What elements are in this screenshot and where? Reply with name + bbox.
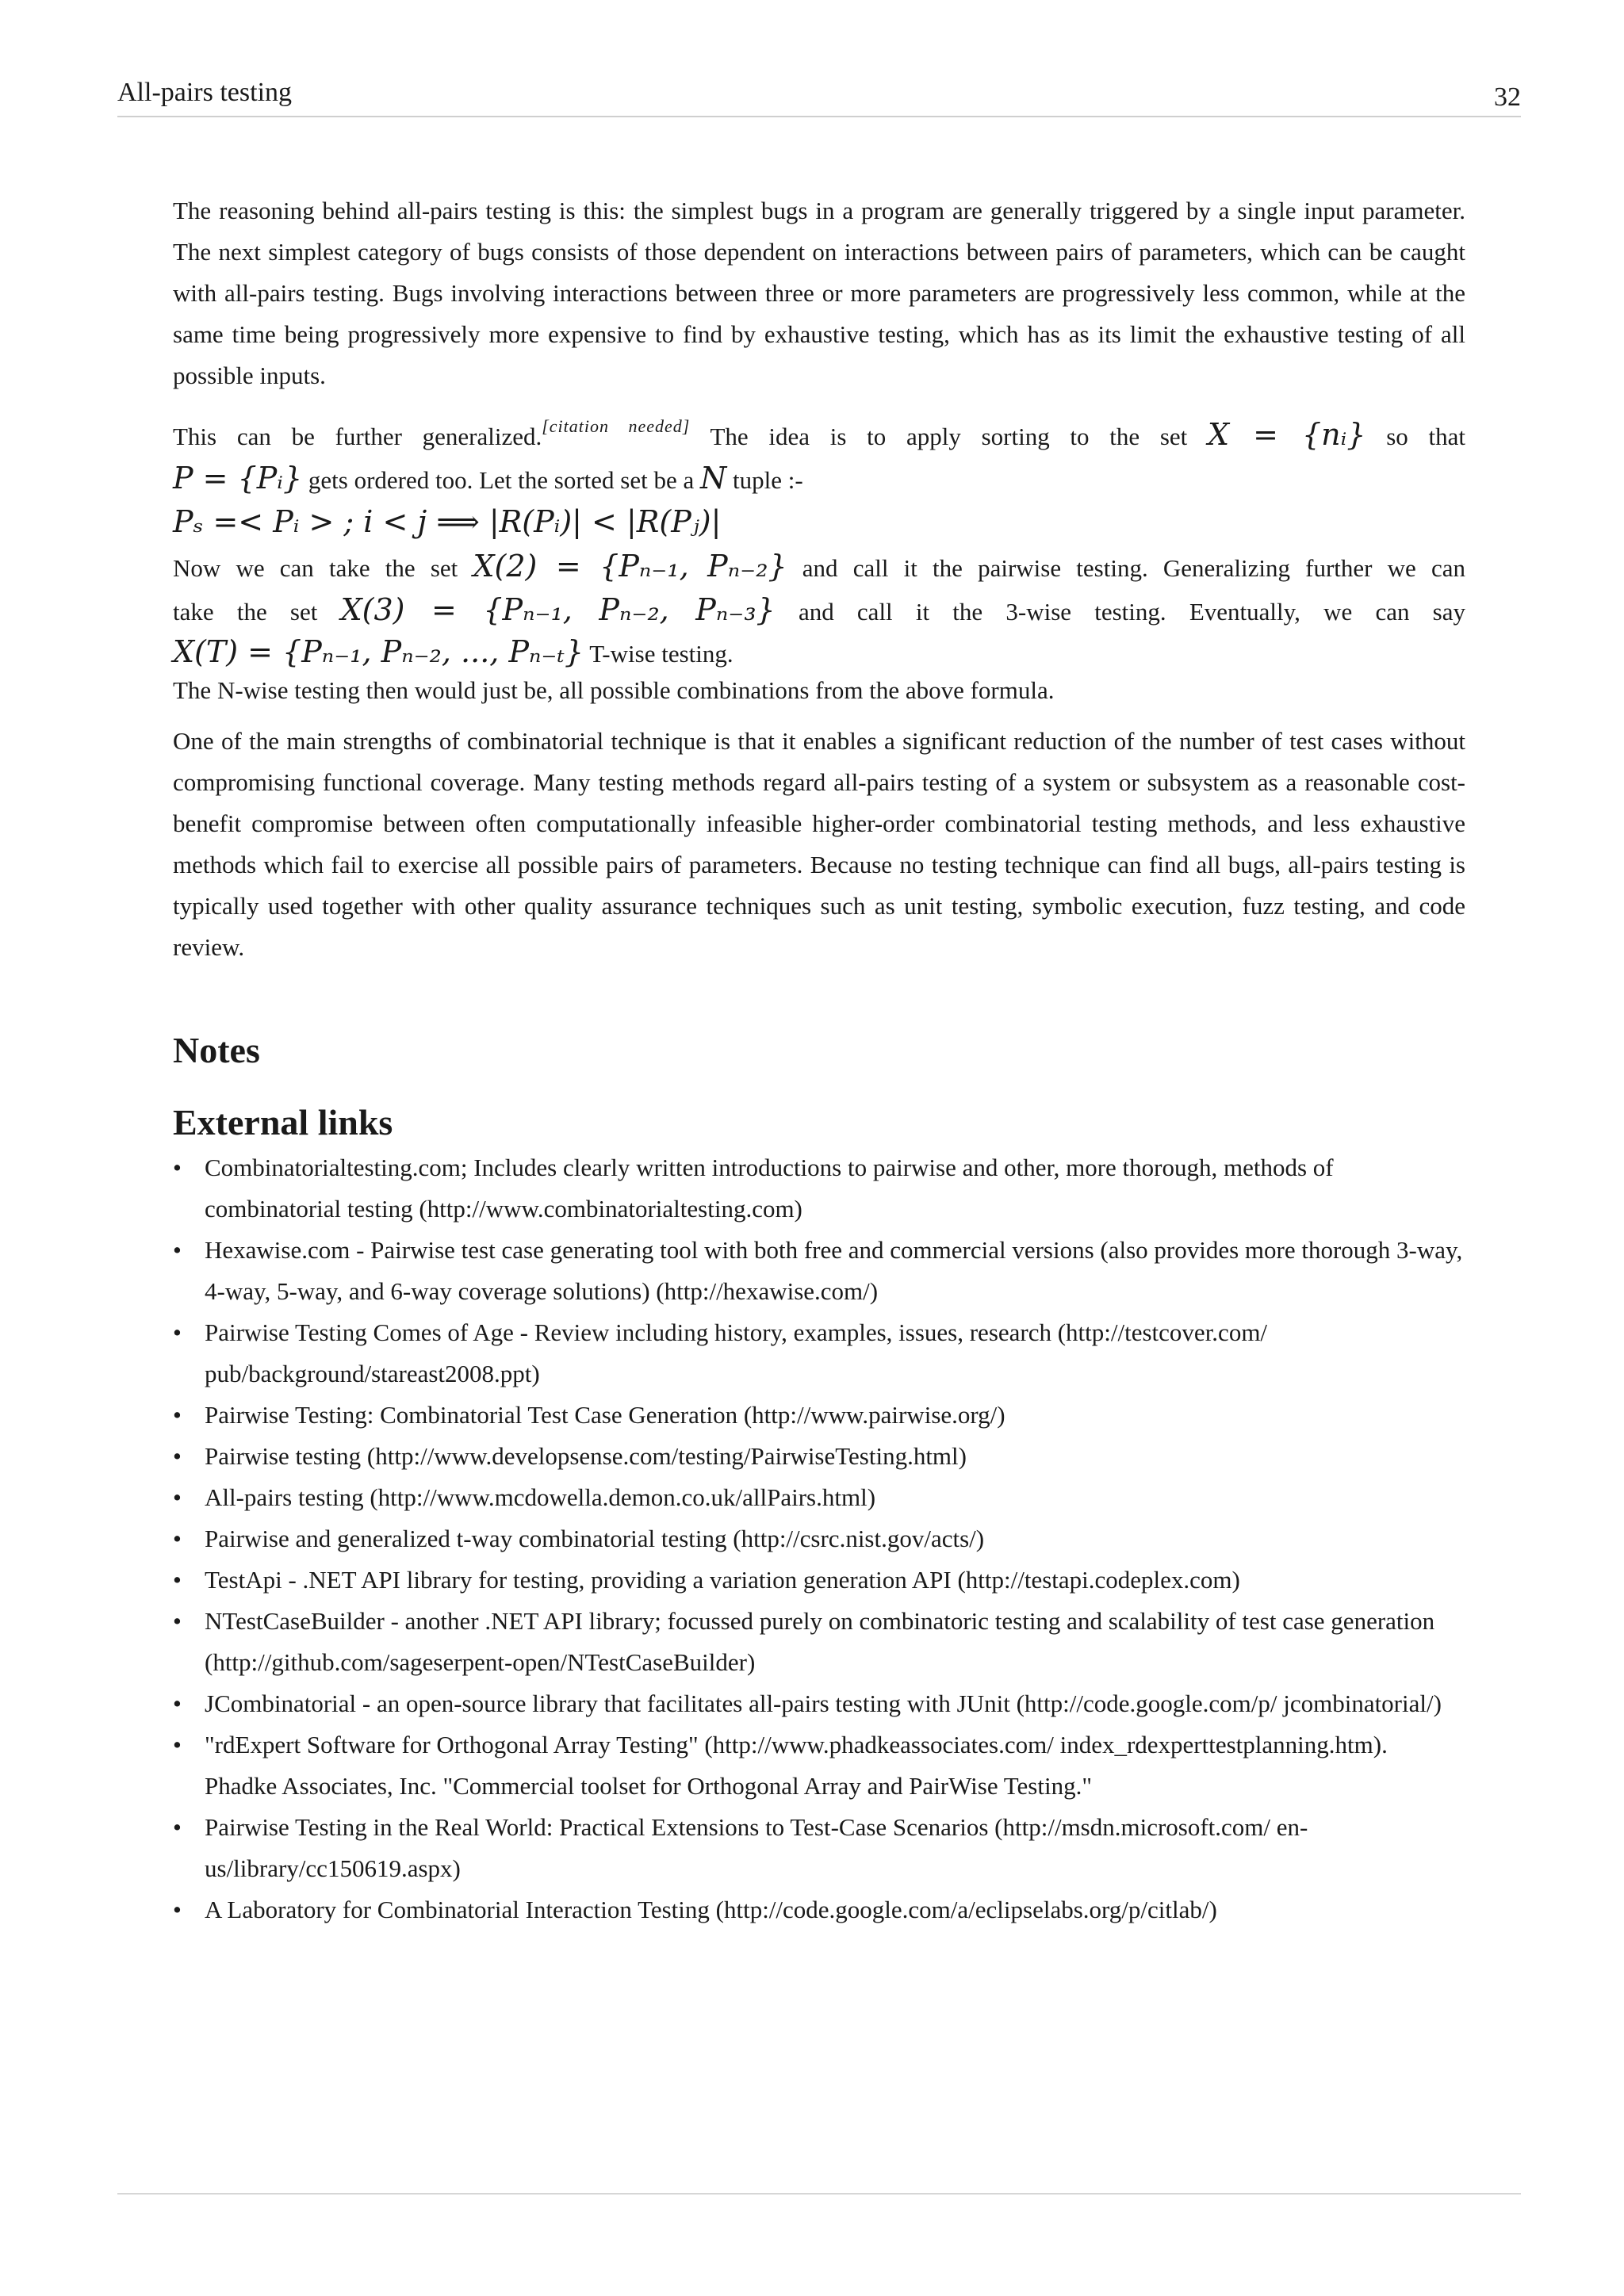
link-text[interactable]: TestApi - .NET API library for testing, providing a variation generation API (http://testapi.codeplex.com) <box>205 1566 1240 1594</box>
paragraph-reasoning: The reasoning behind all-pairs testing is this: the simplest bugs in a program are generally triggered by a single input parameter. The next simplest category of bugs consists of those dependent on interactions between pairs of parameters, which can be caught with all-pairs testing. Bugs involving interactions between three or more parameters are progressively less common, while at the same time being progressively more expensive to find by exhaustive testing, which has as its limit the exhaustive testing of all possible inputs. <box>173 197 1465 389</box>
list-item[interactable] <box>173 1601 1465 1683</box>
link-text[interactable]: Pairwise and generalized t-way combinatorial testing (http://csrc.nist.gov/acts/) <box>205 1525 985 1552</box>
text-segment: T-wise testing. <box>584 640 733 668</box>
text-segment: and call it the 3-wise testing. Eventually, we can say <box>775 598 1466 626</box>
paragraph-pairwise-line-2 <box>173 589 1465 633</box>
bullet-icon: • <box>173 1318 182 1346</box>
math-n: N <box>700 461 727 496</box>
bullet-icon: • <box>173 1607 182 1635</box>
list-item[interactable] <box>173 1724 1465 1807</box>
bullet-icon: • <box>173 1154 182 1181</box>
list-item[interactable] <box>173 1436 1465 1477</box>
text-segment: This can be further generalized. <box>173 423 542 450</box>
link-text[interactable]: Pairwise Testing in the Real World: Practical Extensions to Test-Case Scenarios (http://msdn.microsoft.com/ en-us/library/cc150619.aspx) <box>205 1813 1308 1882</box>
link-text[interactable]: A Laboratory for Combinatorial Interaction Testing (http://code.google.com/a/eclipselabs.org/p/citlab/) <box>205 1896 1217 1923</box>
text-segment: The idea is to apply sorting to the set <box>690 423 1208 450</box>
link-text[interactable]: Hexawise.com - Pairwise test case generating tool with both free and commercial versions (also provides more thorough 3-way, 4-way, 5-way, and 6-way coverage solutions) (http://hexawise.com/) <box>205 1236 1463 1305</box>
link-text[interactable]: Pairwise Testing: Combinatorial Test Case Generation (http://www.pairwise.org/) <box>205 1401 1005 1429</box>
list-item[interactable] <box>173 1395 1465 1436</box>
citation-needed: [citation needed] <box>542 416 691 436</box>
paragraph-strengths: One of the main strengths of combinatorial technique is that it enables a significant reduction of the number of test cases without compromising functional coverage. Many testing methods regard all-pairs testing of a system or subsystem as a reasonable cost-benefit compromise between often computationally infeasible higher-order combinatorial testing methods, and less exhaustive methods which fail to exercise all possible pairs of parameters. Because no testing technique can find all bugs, all-pairs testing is typically used together with other quality assurance techniques such as unit testing, symbolic execution, fuzz testing, and code review. <box>173 727 1465 961</box>
link-text[interactable]: "rdExpert Software for Orthogonal Array Testing" (http://www.phadkeassociates.com/ index_rdexperttestplanning.htm). Phadke Associates, Inc. "Commercial toolset for Orthogonal Array and PairWise Testing." <box>205 1731 1388 1800</box>
heading-external-links: External links <box>173 1102 393 1142</box>
paragraph-generalized-line-1 <box>173 406 1465 457</box>
heading-notes: Notes <box>173 1030 260 1070</box>
link-text[interactable]: NTestCaseBuilder - another .NET API library; focussed purely on combinatoric testing and scalability of test case generation (http://github.com/sageserpent-open/NTestCaseBuilder) <box>205 1607 1435 1676</box>
text-segment: take the set <box>173 598 341 626</box>
text-segment: gets ordered too. Let the sorted set be a <box>302 466 700 494</box>
link-text[interactable]: JCombinatorial - an open-source library that facilitates all-pairs testing with JUnit (http://code.google.com/p/ jcombinatorial/) <box>205 1689 1442 1717</box>
math-set-p: P = {Pᵢ} <box>173 461 303 496</box>
bullet-icon: • <box>173 1442 182 1470</box>
bullet-icon: • <box>173 1896 182 1923</box>
footer-rule <box>117 2193 1521 2195</box>
math-x2: X(2) = {Pₙ₋₁, Pₙ₋₂} <box>473 549 787 584</box>
list-item[interactable] <box>173 1518 1465 1559</box>
link-text[interactable]: All-pairs testing (http://www.mcdowella.demon.co.uk/allPairs.html) <box>205 1483 876 1511</box>
list-item[interactable] <box>173 1312 1465 1395</box>
list-item[interactable] <box>173 1559 1465 1601</box>
bullet-icon: • <box>173 1731 182 1758</box>
bullet-icon: • <box>173 1689 182 1717</box>
bullet-icon: • <box>173 1525 182 1552</box>
running-header <box>117 78 1521 117</box>
bullet-icon: • <box>173 1566 182 1594</box>
text-segment: so that <box>1365 423 1465 450</box>
list-item[interactable] <box>173 1477 1465 1518</box>
external-links-list <box>173 1147 1465 1931</box>
math-set-x: X = {nᵢ} <box>1208 417 1366 452</box>
bullet-icon: • <box>173 1483 182 1511</box>
math-xt: X(T) = {Pₙ₋₁, Pₙ₋₂, ..., Pₙ₋ₜ} <box>173 634 584 669</box>
link-text[interactable]: Pairwise testing (http://www.developsense.com/testing/PairwiseTesting.html) <box>205 1442 967 1470</box>
bullet-icon: • <box>173 1813 182 1841</box>
paragraph-pairwise-line-1 <box>173 545 1465 589</box>
article-body <box>173 190 1465 1931</box>
list-item[interactable] <box>173 1807 1465 1889</box>
page-number: 32 <box>1494 82 1521 112</box>
text-segment: and call it the pairwise testing. Generalizing further we can <box>787 554 1465 582</box>
paragraph-generalized-line-2 <box>173 457 1465 501</box>
running-title: All-pairs testing <box>117 78 293 107</box>
list-item[interactable] <box>173 1889 1465 1931</box>
text-segment: Now we can take the set <box>173 554 473 582</box>
bullet-icon: • <box>173 1401 182 1429</box>
formula-sorted-set <box>173 501 1465 545</box>
math-x3: X(3) = {Pₙ₋₁, Pₙ₋₂, Pₙ₋₃} <box>340 592 776 627</box>
paragraph-nwise: The N-wise testing then would just be, all possible combinations from the above formula. <box>173 676 1055 704</box>
link-text[interactable]: Pairwise Testing Comes of Age - Review including history, examples, issues, research (http://testcover.com/ pub/background/stareast2008.ppt) <box>205 1318 1268 1387</box>
math-formula: Pₛ =< Pᵢ > ; i < j ⟹ |R(Pᵢ)| < |R(Pⱼ)| <box>173 504 722 539</box>
bullet-icon: • <box>173 1236 182 1264</box>
list-item[interactable] <box>173 1683 1465 1724</box>
list-item[interactable] <box>173 1147 1465 1230</box>
link-text[interactable]: Combinatorialtesting.com; Includes clearly written introductions to pairwise and other, more thorough, methods of combinatorial testing (http://www.combinatorialtesting.com) <box>205 1154 1334 1223</box>
text-segment: tuple :- <box>726 466 803 494</box>
list-item[interactable] <box>173 1230 1465 1312</box>
paragraph-pairwise-line-3 <box>173 633 1465 673</box>
